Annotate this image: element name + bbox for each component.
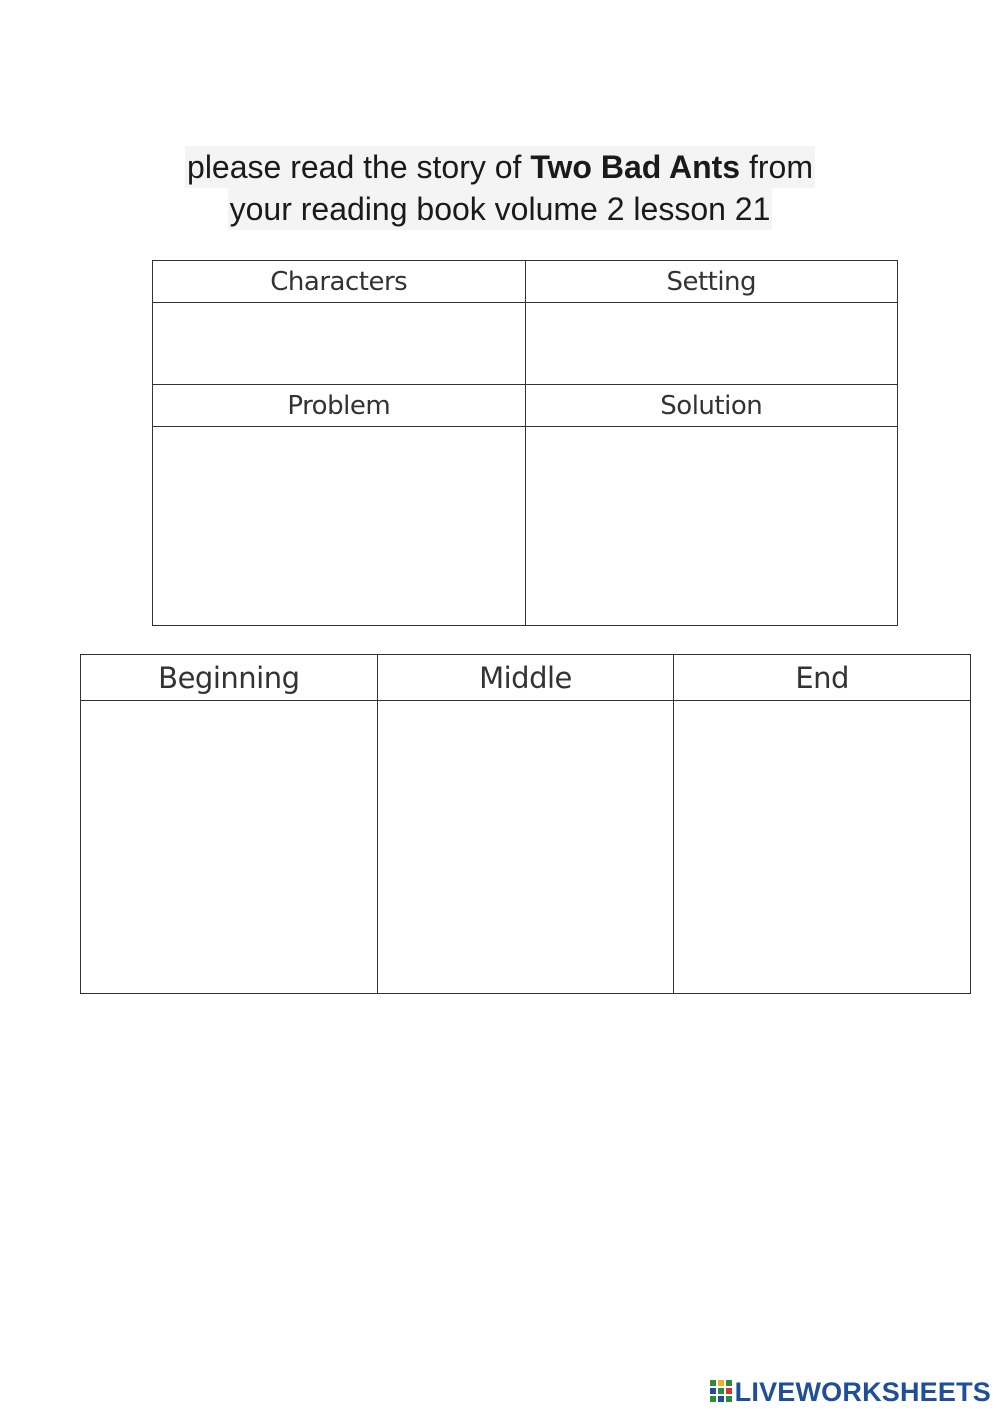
characters-header: Characters xyxy=(153,261,526,303)
middle-header: Middle xyxy=(377,655,674,701)
characters-answer-cell xyxy=(153,303,526,385)
instructions-line-2: your reading book volume 2 lesson 21 xyxy=(228,188,773,230)
solution-answer-field[interactable] xyxy=(526,427,898,625)
solution-answer-cell xyxy=(525,427,898,626)
solution-header: Solution xyxy=(525,385,898,427)
setting-answer-cell xyxy=(525,303,898,385)
beginning-answer-cell xyxy=(81,701,378,994)
instructions-text: from xyxy=(740,149,813,185)
liveworksheets-wordmark: LIVEWORKSHEETS xyxy=(734,1376,991,1407)
characters-answer-field[interactable] xyxy=(153,303,525,384)
problem-header: Problem xyxy=(153,385,526,427)
liveworksheets-branding xyxy=(710,1378,991,1406)
liveworksheets-logo-icon xyxy=(710,1380,732,1404)
middle-answer-field[interactable] xyxy=(378,701,674,993)
instructions-text: please read the story of xyxy=(187,149,531,185)
end-answer-cell xyxy=(674,701,971,994)
end-header: End xyxy=(674,655,971,701)
setting-header: Setting xyxy=(525,261,898,303)
problem-answer-cell xyxy=(153,427,526,626)
instructions xyxy=(0,146,1000,230)
instructions-line-1 xyxy=(185,146,815,188)
story-map-table xyxy=(152,260,898,626)
problem-answer-field[interactable] xyxy=(153,427,525,625)
setting-answer-field[interactable] xyxy=(526,303,898,384)
story-title: Two Bad Ants xyxy=(530,149,741,185)
beginning-answer-field[interactable] xyxy=(81,701,377,993)
middle-answer-cell xyxy=(377,701,674,994)
beginning-header: Beginning xyxy=(81,655,378,701)
end-answer-field[interactable] xyxy=(674,701,970,993)
sequence-table xyxy=(80,654,971,994)
